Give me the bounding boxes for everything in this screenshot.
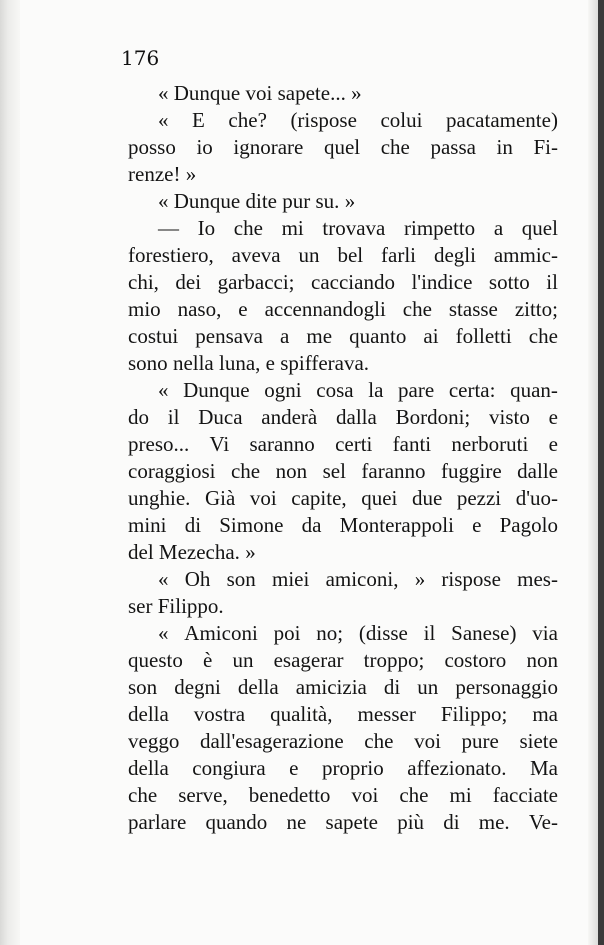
page-edge [598, 0, 604, 945]
text-line: « Oh son miei amiconi, » rispose mes- [158, 567, 558, 591]
text-line: della congiura e proprio affezionato. Ma [128, 756, 558, 780]
page-edge-shadow [588, 0, 598, 945]
text-line: chi, dei garbacci; cacciando l'indice sotto il [128, 270, 558, 294]
text-line: costui pensava a me quanto ai folletti che [128, 324, 558, 348]
body-text [128, 80, 558, 836]
text-line: sono nella luna, e spifferava. [128, 351, 370, 375]
text-line: posso io ignorare quel che passa in Fi- [128, 135, 558, 159]
text-line: « Dunque dite pur su. » [158, 189, 356, 213]
text-line: questo è un esagerar troppo; costoro non [128, 648, 558, 672]
text-line: preso... Vi saranno certi fanti nerboruti e [128, 432, 558, 456]
text-line: « E che? (rispose colui pacatamente) [158, 108, 558, 132]
text-line: unghie. Già voi capite, quei due pezzi d'uo- [128, 486, 558, 510]
text-line: renze! » [128, 162, 197, 186]
page-number: 176 [121, 46, 160, 70]
page-gutter-shadow [0, 0, 20, 945]
text-line: mini di Simone da Monterappoli e Pagolo [128, 513, 558, 537]
text-line: « Dunque voi sapete... » [158, 81, 362, 105]
text-line: del Mezecha. » [128, 540, 256, 564]
text-line: che serve, benedetto voi che mi facciate [128, 783, 558, 807]
text-line: parlare quando ne sapete più di me. Ve- [128, 810, 558, 834]
text-line: — Io che mi trovava rimpetto a quel [158, 216, 558, 240]
text-line: della vostra qualità, messer Filippo; ma [128, 702, 558, 726]
text-line: mio naso, e accennandogli che stasse zitto; [128, 297, 558, 321]
text-line: ser Filippo. [128, 594, 224, 618]
text-line: do il Duca anderà dalla Bordoni; visto e [128, 405, 558, 429]
text-line: « Amiconi poi no; (disse il Sanese) via [158, 621, 558, 645]
text-line: « Dunque ogni cosa la pare certa: quan- [158, 378, 558, 402]
text-line: forestiero, aveva un bel farli degli ammic- [128, 243, 558, 267]
text-line: son degni della amicizia di un personaggio [128, 675, 558, 699]
text-line: coraggiosi che non sel faranno fuggire dalle [128, 459, 558, 483]
text-line: veggo dall'esagerazione che voi pure siete [128, 729, 558, 753]
